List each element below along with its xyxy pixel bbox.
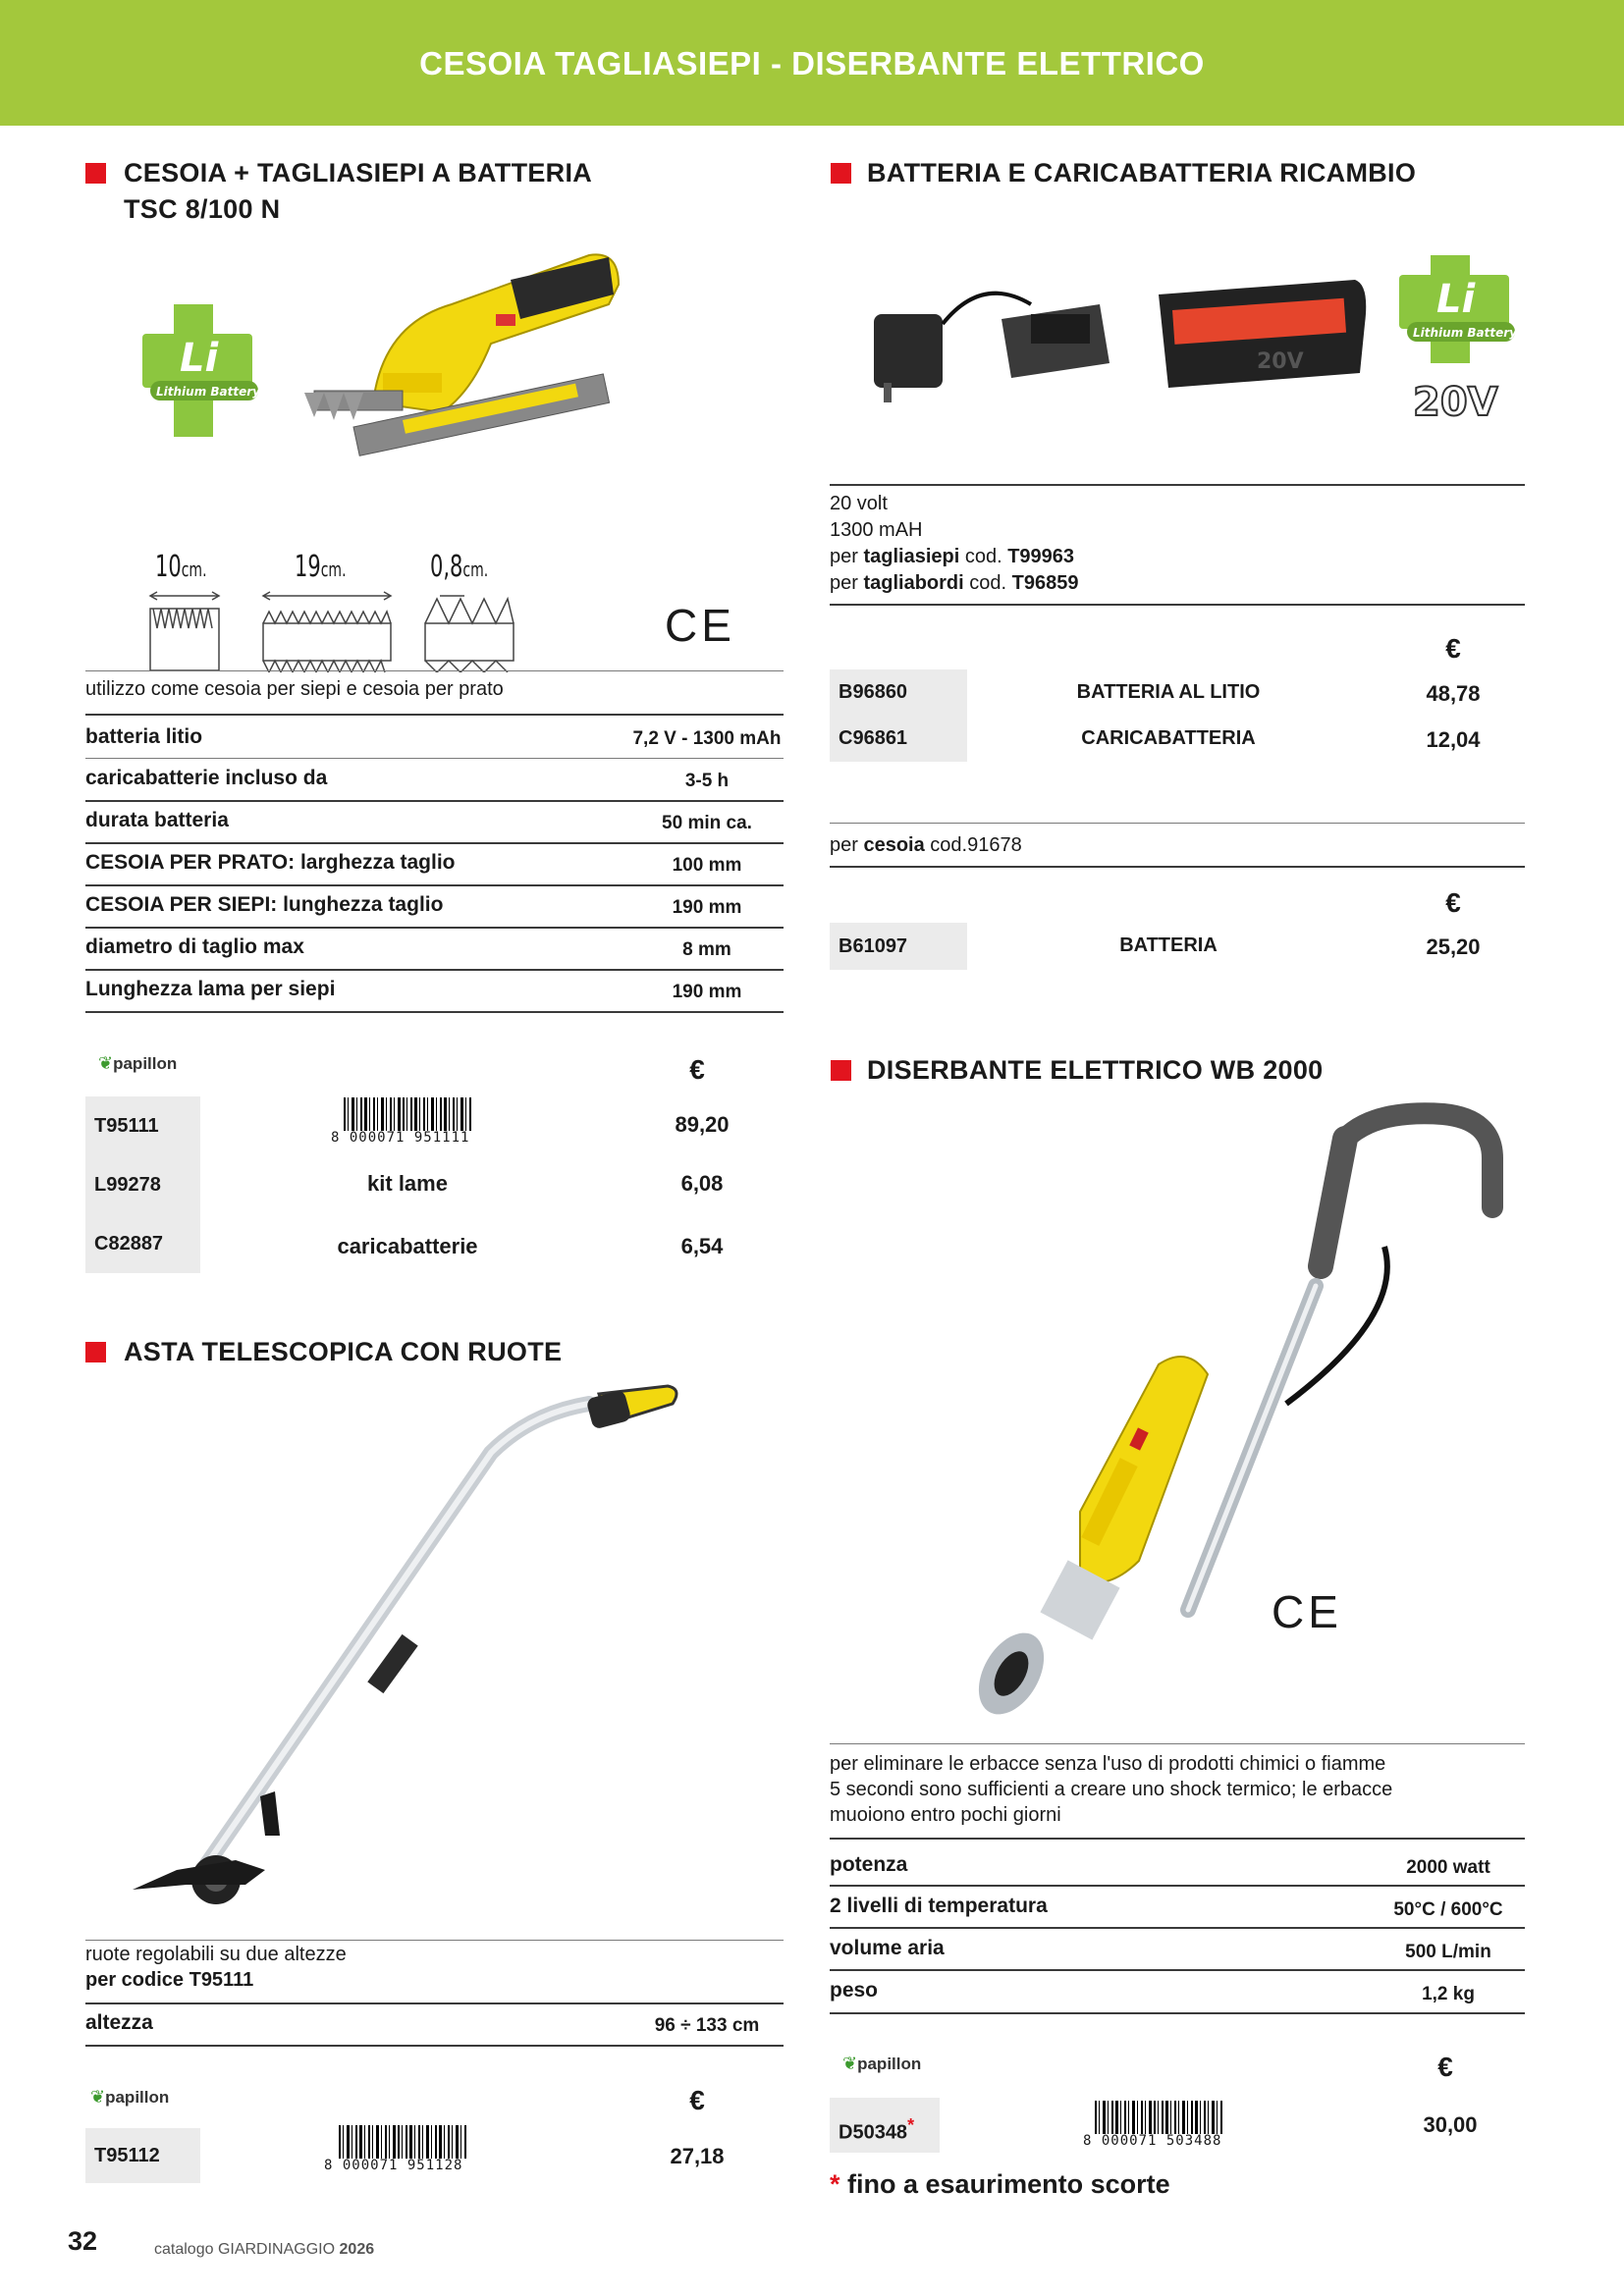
desc-line: 5 secondi sono sufficienti a creare uno shock termico; le erbacce	[830, 1779, 1393, 1800]
divider	[85, 758, 784, 759]
divider	[830, 1885, 1525, 1887]
svg-text:20V: 20V	[1257, 349, 1304, 374]
divider	[85, 2002, 784, 2004]
spec-value: 96 ÷ 133 cm	[654, 2015, 760, 2036]
spec-label: durata batteria	[85, 809, 229, 831]
divider	[85, 2045, 784, 2047]
ce-mark: CE	[665, 600, 735, 651]
divider	[85, 884, 784, 886]
spec-value: 190 mm	[672, 982, 742, 1002]
divider	[85, 800, 784, 802]
info-line: 1300 mAH	[830, 519, 923, 541]
ce-mark: CE	[1272, 1586, 1342, 1637]
svg-text:20V: 20V	[1413, 380, 1498, 425]
product-code: C96861	[839, 727, 908, 749]
price: 6,08	[680, 1171, 724, 1196]
spec-value: 7,2 V - 1300 mAh	[632, 728, 782, 749]
product-code: D50348*	[830, 2098, 940, 2153]
section-title-line2: TSC 8/100 N	[124, 194, 281, 224]
product-code: T95111	[85, 1096, 200, 1155]
section-title-diserbante: DISERBANTE ELETTRICO WB 2000	[867, 1055, 1324, 1085]
price: 48,78	[1426, 681, 1481, 706]
info-line: 20 volt	[830, 493, 888, 514]
product-code: B96860	[839, 681, 908, 703]
euro-symbol: €	[1445, 633, 1461, 664]
spec-label: 2 livelli di temperatura	[830, 1895, 1048, 1917]
section-title-line1: CESOIA + TAGLIASIEPI A BATTERIA	[124, 158, 593, 187]
lithium-battery-badge-20v	[1399, 255, 1517, 432]
product-code: C82887	[85, 1214, 200, 1273]
info-line: per tagliabordi cod. T96859	[830, 572, 1079, 594]
svg-text:Lithium Battery: Lithium Battery	[156, 385, 260, 399]
divider	[85, 927, 784, 929]
price: 25,20	[1426, 934, 1481, 959]
stock-note: * fino a esaurimento scorte	[830, 2169, 1170, 2199]
divider	[830, 1743, 1525, 1744]
product-code: L99278	[85, 1155, 200, 1214]
svg-text:Lithium Battery: Lithium Battery	[1413, 326, 1517, 340]
barcode-image	[1090, 2101, 1237, 2134]
divider	[85, 842, 784, 844]
section-title-asta: ASTA TELESCOPICA CON RUOTE	[124, 1337, 563, 1366]
product-code: B61097	[830, 923, 967, 970]
price: 89,20	[675, 1112, 730, 1137]
divider	[830, 1927, 1525, 1929]
spec-label: batteria litio	[85, 725, 203, 748]
telescopic-pole-image	[118, 1374, 687, 1924]
info-line: per tagliasiepi cod. T99963	[830, 546, 1075, 567]
product-desc: BATTERIA AL LITIO	[1076, 681, 1261, 703]
divider	[830, 866, 1525, 868]
spec-value: 3-5 h	[684, 771, 730, 791]
spec-value: 8 mm	[682, 939, 731, 960]
catalog-footer: catalogo GIARDINAGGIO 2026	[154, 2241, 375, 2258]
leaf-icon: ❦	[842, 2054, 858, 2073]
barcode-image	[334, 1097, 481, 1131]
barcode-number: 8 000071 951111	[331, 1130, 470, 1146]
spec-value: 500 L/min	[1405, 1942, 1491, 1962]
dim-19cm: 19cm.	[295, 550, 347, 584]
product-code: T95112	[85, 2128, 200, 2183]
dim-08cm: 0,8cm.	[430, 550, 489, 584]
asta-desc-line2: per codice T95111	[85, 1969, 254, 1991]
papillon-logo: ❦papillon	[98, 1053, 178, 1073]
divider	[830, 1838, 1525, 1840]
divider	[85, 1011, 784, 1013]
spec-label: CESOIA PER SIEPI: lunghezza taglio	[85, 893, 444, 916]
asta-desc-line1: ruote regolabili su due altezze	[85, 1944, 347, 1965]
divider	[85, 714, 784, 716]
spec-label: Lunghezza lama per siepi	[85, 978, 336, 1000]
cesoia-info: per cesoia cod.91678	[830, 834, 1022, 856]
spec-label: peso	[830, 1979, 879, 2002]
barcode-image	[329, 2125, 476, 2159]
battery-charger-image	[844, 265, 1375, 422]
spec-value: 100 mm	[672, 855, 742, 876]
price: 6,54	[680, 1234, 724, 1258]
leaf-icon: ❦	[90, 2087, 106, 2107]
product-desc: CARICABATTERIA	[1081, 727, 1256, 749]
shear-product-image	[295, 245, 628, 520]
barcode-number: 8 000071 503488	[1083, 2133, 1222, 2149]
euro-symbol: €	[1445, 887, 1461, 918]
divider	[830, 1969, 1525, 1971]
spec-label: potenza	[830, 1853, 908, 1876]
spec-value: 190 mm	[672, 897, 742, 918]
euro-symbol: €	[689, 2085, 705, 2115]
bullet-square	[85, 1342, 106, 1362]
lithium-battery-icon	[142, 304, 260, 437]
papillon-logo: ❦papillon	[842, 2054, 922, 2073]
divider	[85, 969, 784, 971]
dim-10cm: 10cm.	[155, 550, 207, 584]
spec-value: 2000 watt	[1406, 1857, 1490, 1878]
svg-text:Li: Li	[180, 336, 219, 381]
svg-text:Li: Li	[1436, 277, 1476, 322]
bullet-square	[831, 163, 851, 184]
euro-symbol: €	[689, 1054, 705, 1085]
spec-label: CESOIA PER PRATO: larghezza taglio	[85, 851, 456, 874]
spec-label: caricabatterie incluso da	[85, 767, 328, 789]
spec-label: altezza	[85, 2011, 153, 2034]
divider	[830, 2012, 1525, 2014]
divider	[85, 1940, 784, 1941]
bullet-square	[831, 1060, 851, 1081]
section-title-batteria: BATTERIA E CARICABATTERIA RICAMBIO	[867, 158, 1417, 187]
spec-value: 50 min ca.	[662, 813, 752, 833]
barcode-number: 8 000071 951128	[324, 2158, 463, 2173]
euro-symbol: €	[1437, 2052, 1453, 2082]
product-desc: kit lame	[367, 1171, 448, 1196]
papillon-logo: ❦papillon	[90, 2087, 170, 2107]
page-number: 32	[68, 2226, 98, 2256]
page-title: CESOIA TAGLIASIEPI - DISERBANTE ELETTRICO	[419, 45, 1205, 81]
lithium-battery-icon	[1399, 255, 1517, 432]
weed-burner-image	[854, 1099, 1522, 1728]
desc-line: per eliminare le erbacce senza l'uso di prodotti chimici o fiamme	[830, 1753, 1386, 1775]
desc-line: muoiono entro pochi giorni	[830, 1804, 1061, 1826]
spec-label: diametro di taglio max	[85, 935, 304, 958]
spec-value: 50°C / 600°C	[1393, 1899, 1503, 1920]
header-banner	[0, 0, 1624, 126]
price: 30,00	[1423, 2112, 1478, 2137]
price: 27,18	[670, 2144, 725, 2168]
divider	[830, 823, 1525, 824]
price: 12,04	[1426, 727, 1481, 752]
usage-text: utilizzo come cesoia per siepi e cesoia per prato	[85, 678, 504, 700]
product-desc: caricabatterie	[337, 1234, 478, 1258]
bullet-square	[85, 163, 106, 184]
dimension-diagrams	[145, 550, 518, 672]
lithium-battery-badge	[142, 304, 260, 437]
spec-value: 1,2 kg	[1422, 1984, 1475, 2004]
divider	[85, 670, 784, 671]
leaf-icon: ❦	[98, 1053, 114, 1073]
spec-label: volume aria	[830, 1937, 945, 1959]
section-title-cesoia	[124, 155, 592, 228]
divider	[830, 484, 1525, 486]
product-desc: BATTERIA	[1119, 934, 1218, 956]
divider	[830, 604, 1525, 606]
